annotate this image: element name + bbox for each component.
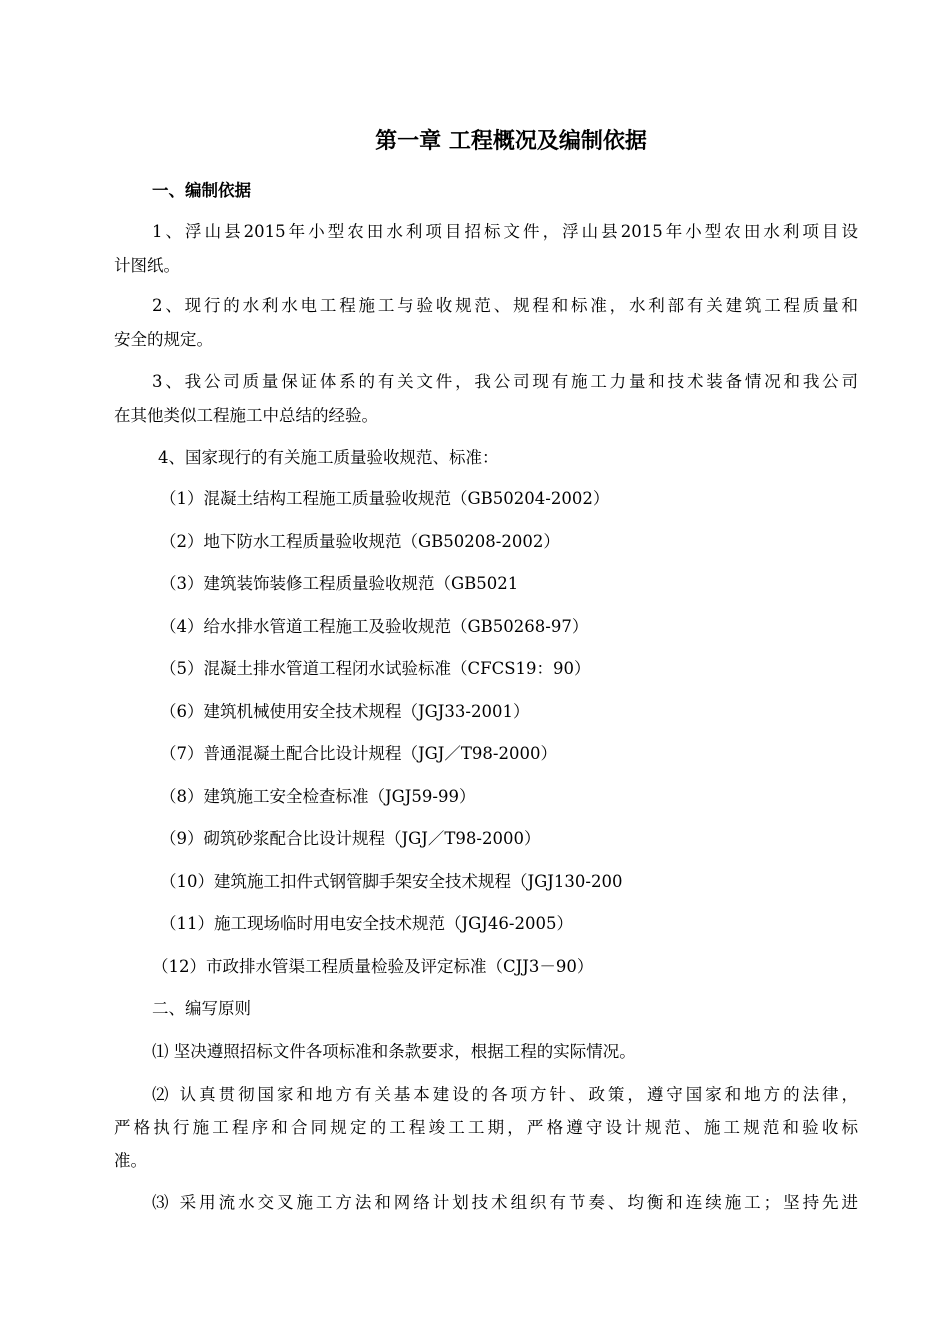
paragraph-2-line-2: 安全的规定。: [114, 330, 213, 349]
section-heading-compilation-basis: 一、编制依据: [152, 181, 251, 200]
principle-2-line-1: ⑵ 认真贯彻国家和地方有关基本建设的各项方针、政策，遵守国家和地方的法律，: [152, 1085, 858, 1104]
standard-item: （5）混凝土排水管道工程闭水试验标准（CFCS19：90）: [160, 659, 591, 678]
standard-item: （6）建筑机械使用安全技术规程（JGJ33-2001）: [160, 702, 530, 721]
standard-item: （11）施工现场临时用电安全技术规范（JGJ46-2005）: [160, 914, 573, 933]
paragraph-4: 4、国家现行的有关施工质量验收规范、标准：: [158, 448, 499, 467]
principle-1: ⑴ 坚决遵照招标文件各项标准和条款要求，根据工程的实际情况。: [152, 1042, 636, 1061]
paragraph-1-line-1: 1、浮山县2015年小型农田水利项目招标文件，浮山县2015年小型农田水利项目设: [152, 222, 858, 241]
standard-item: （3）建筑装饰装修工程质量验收规范（GB5021: [160, 574, 519, 593]
standard-item: （8）建筑施工安全检查标准（JGJ59-99）: [160, 787, 476, 806]
paragraph-3-line-2: 在其他类似工程施工中总结的经验。: [114, 406, 378, 425]
standard-item: （2）地下防水工程质量验收规范（GB50208-2002）: [160, 532, 560, 551]
paragraph-1-line-2: 计图纸。: [114, 256, 180, 275]
paragraph-3-line-1: 3、我公司质量保证体系的有关文件，我公司现有施工力量和技术装备情况和我公司: [152, 372, 858, 391]
chapter-title: 第一章 工程概况及编制依据: [375, 129, 647, 154]
principle-2-line-2: 严格执行施工程序和合同规定的工程竣工工期，严格遵守设计规范、施工规范和验收标: [114, 1118, 858, 1137]
standard-item: （7）普通混凝土配合比设计规程（JGJ／T98-2000）: [160, 744, 557, 763]
section-heading-writing-principles: 二、编写原则: [152, 999, 251, 1018]
principle-2-line-3: 准。: [114, 1151, 147, 1170]
standard-item: （1）混凝土结构工程施工质量验收规范（GB50204-2002）: [160, 489, 610, 508]
standard-item: （12）市政排水管渠工程质量检验及评定标准（CJJ3－90）: [152, 957, 594, 976]
paragraph-2-line-1: 2、现行的水利水电工程施工与验收规范、规程和标准，水利部有关建筑工程质量和: [152, 296, 858, 315]
standard-item: （4）给水排水管道工程施工及验收规范（GB50268-97）: [160, 617, 589, 636]
standard-item: （9）砌筑砂浆配合比设计规程（JGJ／T98-2000）: [160, 829, 541, 848]
principle-3-line-1: ⑶ 采用流水交叉施工方法和网络计划技术组织有节奏、均衡和连续施工；坚持先进: [152, 1193, 858, 1212]
standard-item: （10）建筑施工扣件式钢管脚手架安全技术规程（JGJ130-200: [160, 872, 623, 891]
